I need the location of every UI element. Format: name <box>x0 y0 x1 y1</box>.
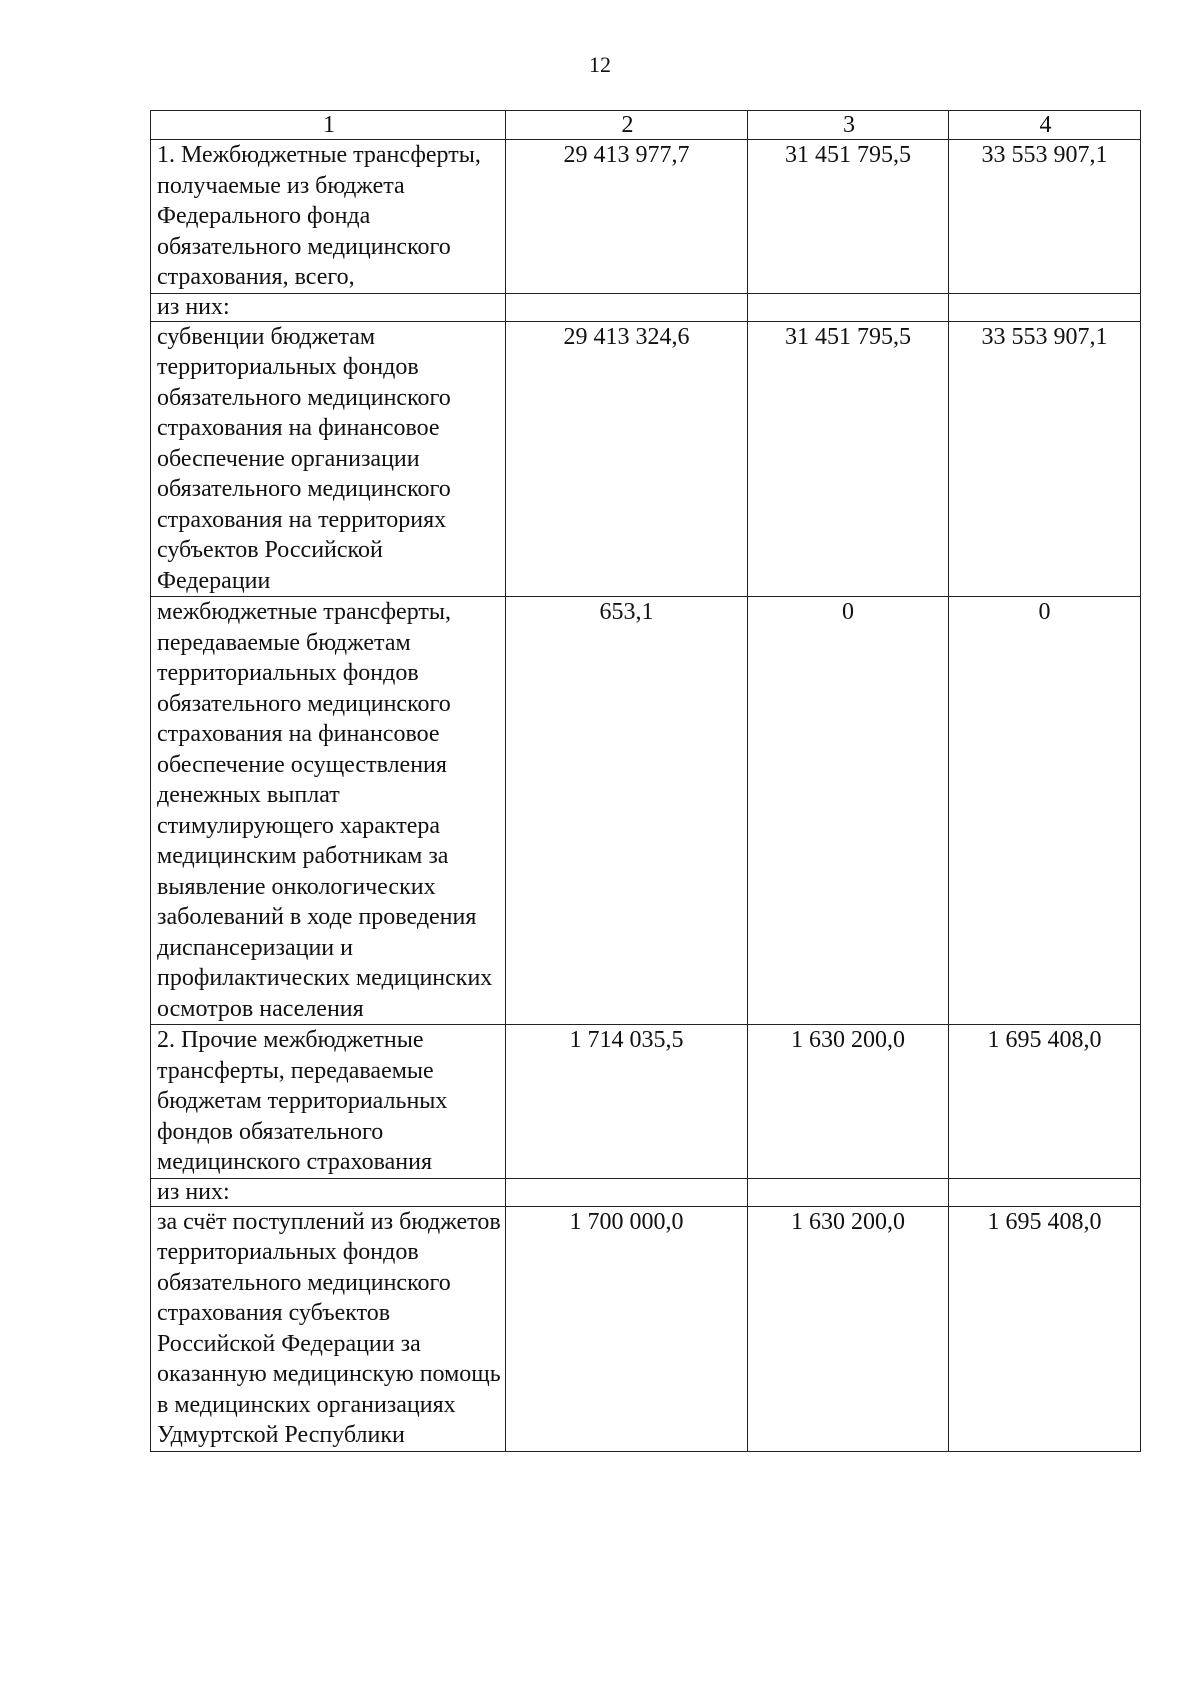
page-number: 12 <box>589 52 611 77</box>
column-header-3: 3 <box>748 111 949 140</box>
row-value-col4: 0 <box>949 597 1141 1025</box>
table-row <box>151 293 1141 321</box>
row-value-col2 <box>506 1178 748 1206</box>
row-value-col2: 1 700 000,0 <box>506 1206 748 1451</box>
row-value-col4 <box>949 1178 1141 1206</box>
row-value-col4: 33 553 907,1 <box>949 321 1141 597</box>
row-value-col2: 1 714 035,5 <box>506 1025 748 1179</box>
row-value-col3: 31 451 795,5 <box>748 321 949 597</box>
row-value-col3 <box>748 293 949 321</box>
table-row <box>151 1206 1141 1451</box>
table-row <box>151 1178 1141 1206</box>
row-label: 2. Прочие межбюджетные трансферты, передаваемые бюджетам территориальных фондов обязательного медицинского страхования <box>151 1025 506 1179</box>
row-value-col3: 0 <box>748 597 949 1025</box>
row-value-col4: 1 695 408,0 <box>949 1025 1141 1179</box>
row-value-col2: 29 413 977,7 <box>506 140 748 294</box>
row-value-col3 <box>748 1178 949 1206</box>
table-row <box>151 597 1141 1025</box>
table-row <box>151 321 1141 597</box>
row-label: межбюджетные трансферты, передаваемые бюджетам территориальных фондов обязательного медицинского страхования на финансовое обеспечение осуществления денежных выплат стимулирующего характера медицинским работникам за выявление онкологических заболеваний в ходе проведения диспансеризации и профилактических медицинских осмотров населения <box>151 597 506 1025</box>
column-header-2: 2 <box>506 111 748 140</box>
row-value-col4: 33 553 907,1 <box>949 140 1141 294</box>
budget-table <box>150 110 1141 1452</box>
row-value-col3: 1 630 200,0 <box>748 1025 949 1179</box>
column-header-1: 1 <box>151 111 506 140</box>
row-label: из них: <box>151 1178 506 1206</box>
row-value-col3: 31 451 795,5 <box>748 140 949 294</box>
row-value-col2 <box>506 293 748 321</box>
row-value-col4: 1 695 408,0 <box>949 1206 1141 1451</box>
row-value-col2: 29 413 324,6 <box>506 321 748 597</box>
table-header-row <box>151 111 1141 140</box>
column-header-4: 4 <box>949 111 1141 140</box>
row-label: 1. Межбюджетные трансферты, получаемые из бюджета Федерального фонда обязательного медицинского страхования, всего, <box>151 140 506 294</box>
table-row <box>151 1025 1141 1179</box>
row-value-col4 <box>949 293 1141 321</box>
row-label: субвенции бюджетам территориальных фондов обязательного медицинского страхования на финансовое обеспечение организации обязательного медицинского страхования на территориях субъектов Российской Федерации <box>151 321 506 597</box>
row-value-col3: 1 630 200,0 <box>748 1206 949 1451</box>
row-label: из них: <box>151 293 506 321</box>
table-row <box>151 140 1141 294</box>
row-value-col2: 653,1 <box>506 597 748 1025</box>
row-label: за счёт поступлений из бюджетов территориальных фондов обязательного медицинского страхования субъектов Российской Федерации за оказанную медицинскую помощь в медицинских организациях Удмуртской Республики <box>151 1206 506 1451</box>
